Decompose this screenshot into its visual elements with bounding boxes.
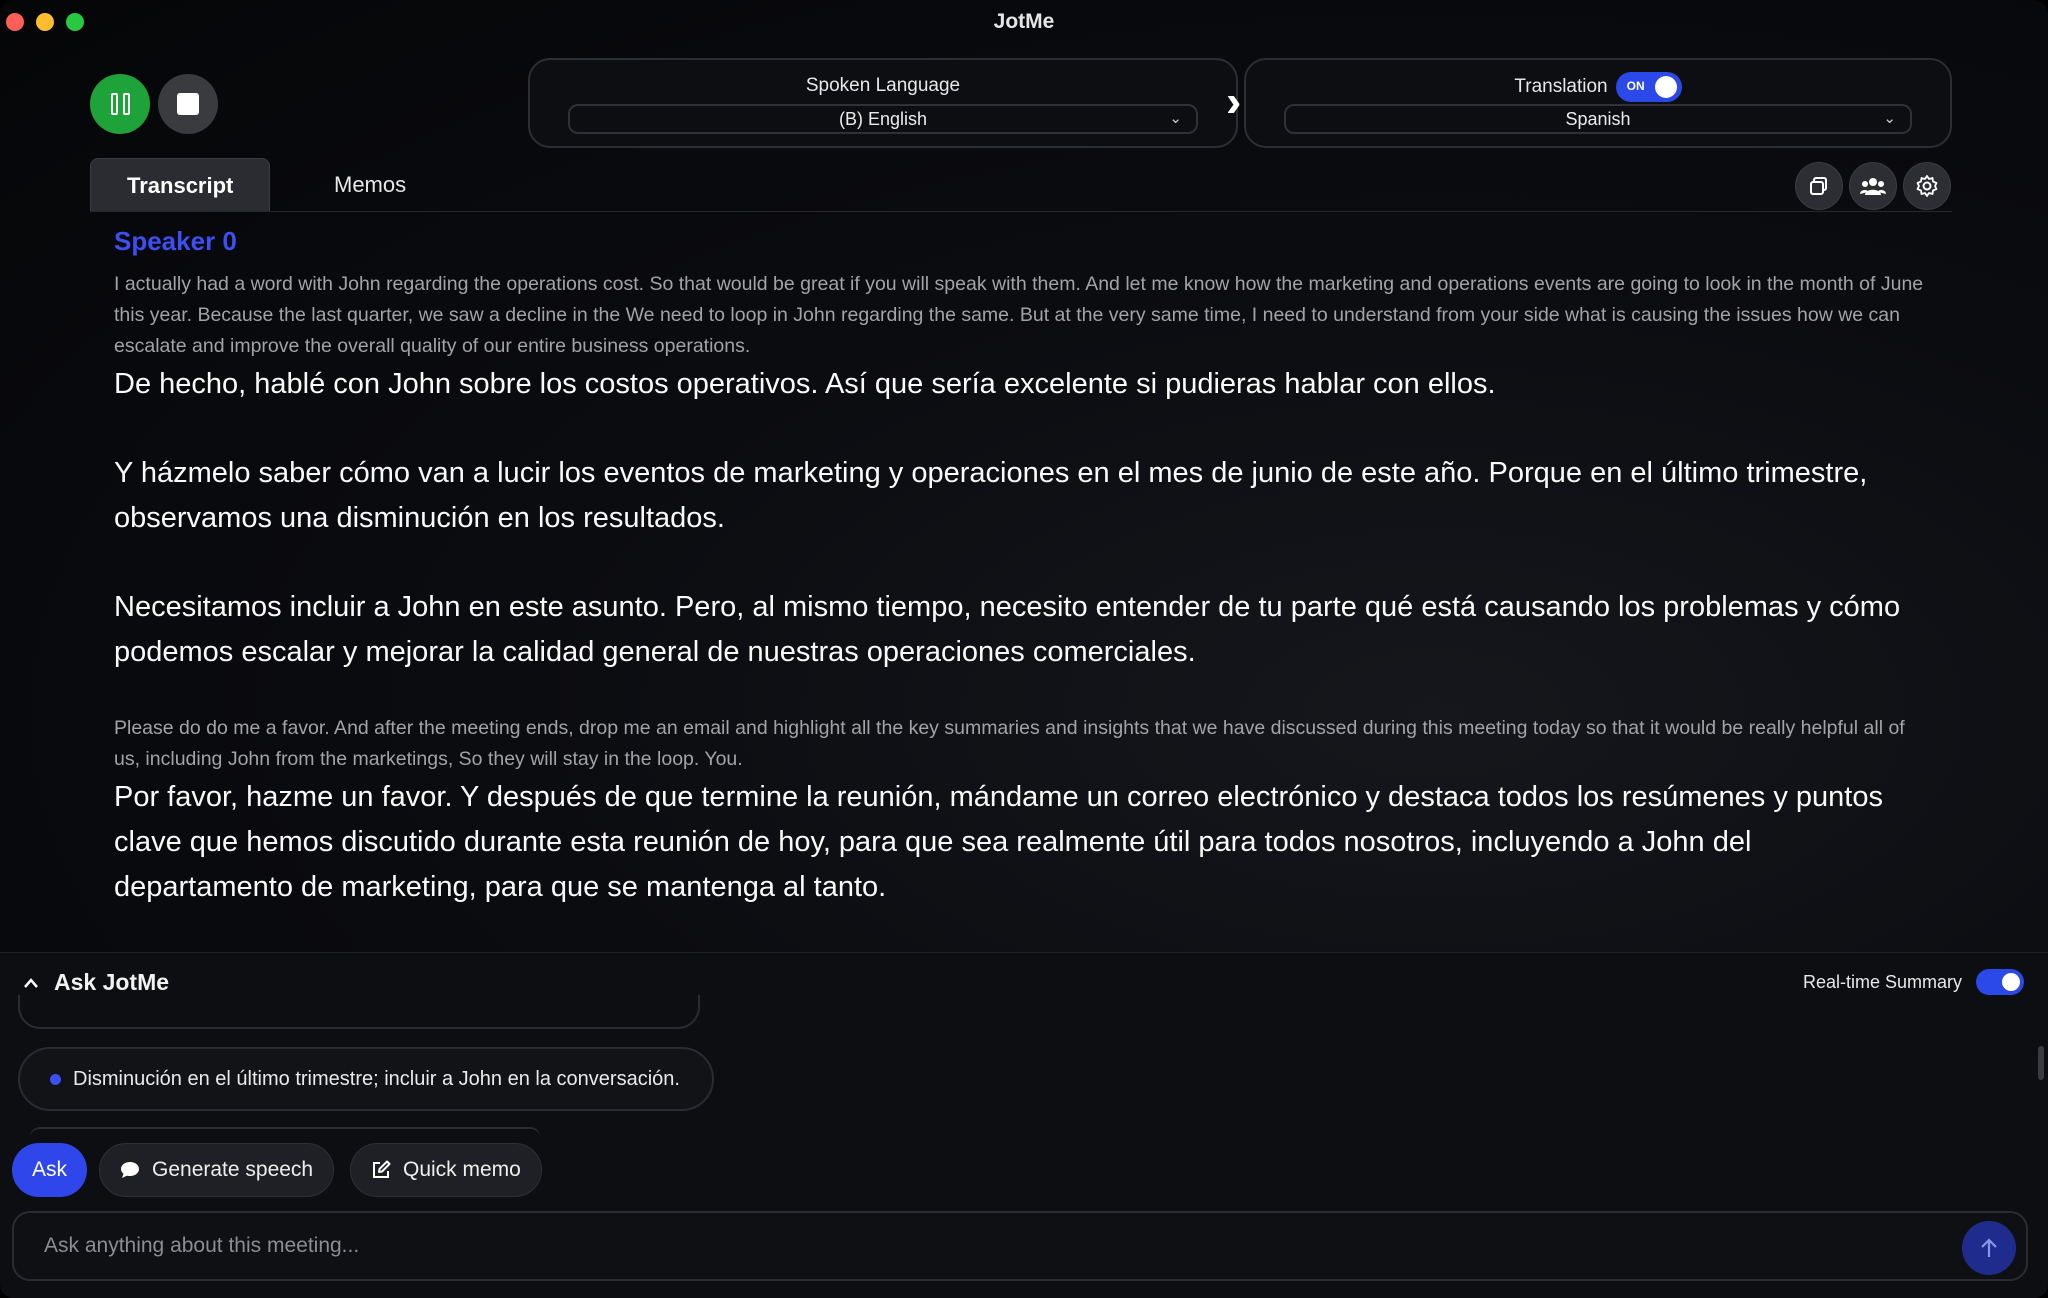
ask-input-container xyxy=(12,1211,2028,1281)
ask-input[interactable] xyxy=(32,1213,1952,1279)
copy-icon xyxy=(1808,175,1830,197)
ask-panel xyxy=(0,952,2048,1298)
ask-panel-title: Ask JotMe xyxy=(54,969,170,995)
original-text: Please do do me a favor. And after the meeting ends, drop me an email and highlight all the key summaries and insights that we have discussed during this meeting today so that it would be really helpful all of us, including John from the marketings, So they will stay in the loop. You. xyxy=(114,717,1905,770)
chevron-down-icon: ⌄ xyxy=(1169,110,1182,127)
generate-speech-button[interactable] xyxy=(99,1143,334,1197)
summary-item[interactable] xyxy=(18,1047,714,1111)
settings-button[interactable] xyxy=(1903,162,1951,210)
arrow-up-icon xyxy=(1979,1237,1999,1259)
pause-button[interactable] xyxy=(90,74,150,134)
translated-text: De hecho, hablé con John sobre los costos operativos. Así que sería excelente si pudieras hablar con ellos. xyxy=(114,368,1496,400)
ask-button[interactable] xyxy=(12,1143,87,1197)
chevron-down-icon: ⌄ xyxy=(1883,110,1896,127)
quick-memo-label: Quick memo xyxy=(403,1158,521,1181)
translation-panel xyxy=(1244,58,1952,148)
gear-icon xyxy=(1915,174,1939,198)
translated-text: Necesitamos incluir a John en este asunto. Pero, al mismo tiempo, necesito entender de tu parte qué está causando los problemas y cómo podemos escalar y mejorar la calidad general de nuestras operaciones comerciales. xyxy=(114,591,1901,668)
spoken-language-label: Spoken Language xyxy=(805,75,961,96)
speakers-button[interactable] xyxy=(1849,162,1897,210)
toggle-on-text: ON xyxy=(1626,79,1645,93)
send-button[interactable] xyxy=(1962,1221,2016,1275)
stop-icon xyxy=(177,93,199,115)
translation-language-value: Spanish xyxy=(1565,109,1631,129)
copy-button[interactable] xyxy=(1795,162,1843,210)
people-icon xyxy=(1860,175,1886,197)
ask-panel-header[interactable] xyxy=(22,969,169,996)
spoken-language-select[interactable] xyxy=(568,104,1198,134)
tab-memos[interactable]: Memos xyxy=(334,172,407,197)
translated-text: Y házmelo saber cómo van a lucir los eventos de marketing y operaciones en el mes de junio de este año. Porque en el último trimestre, observamos una disminución en los resultados. xyxy=(114,457,1868,534)
speaker-label: Speaker 0 xyxy=(114,226,237,256)
tab-divider xyxy=(90,211,1952,212)
quick-memo-button[interactable] xyxy=(350,1143,542,1197)
original-text: I actually had a word with John regarding the operations cost. So that would be great if you will speak with them. And let me know how the marketing and operations events are going to look in the month of June this year. Because the last quarter, we saw a decline in the We need to loop in John regarding the same. But at the very same time, I need to understand from your side what is causing the issues how we can escalate and improve the overall quality of our entire business operations. xyxy=(114,273,1924,357)
translation-label: Translation xyxy=(1514,76,1608,97)
pause-icon xyxy=(111,93,130,115)
spoken-language-value: (B) English xyxy=(838,109,928,129)
transcript-area xyxy=(114,226,1934,910)
translation-language-select[interactable] xyxy=(1284,104,1912,134)
scrollbar-thumb[interactable] xyxy=(2038,1046,2044,1080)
summary-item-partial xyxy=(18,995,700,1029)
summary-item-text: Disminución en el último trimestre; incluir a John en la conversación. xyxy=(73,1067,680,1090)
translated-text: Por favor, hazme un favor. Y después de que termine la reunión, mándame un correo electrónico y destaca todos los resúmenes y puntos clave que hemos discutido durante esta reunión de hoy, para que sea realmente útil para todos nosotros, incluyendo a John del departamento de marketing, para que se mantenga al tanto. xyxy=(114,781,1883,903)
ask-button-label: Ask xyxy=(32,1158,68,1181)
realtime-summary-toggle[interactable] xyxy=(1976,969,2024,995)
toggle-knob xyxy=(1655,76,1677,98)
realtime-summary xyxy=(1803,969,2024,995)
translation-toggle[interactable] xyxy=(1616,72,1682,102)
chevron-up-icon xyxy=(22,977,40,989)
speech-bubble-icon xyxy=(120,1161,140,1179)
stop-button[interactable] xyxy=(158,74,218,134)
generate-speech-label: Generate speech xyxy=(152,1158,314,1181)
edit-icon xyxy=(371,1160,391,1180)
bullet-dot xyxy=(50,1074,61,1085)
summary-item-partial xyxy=(30,1127,540,1137)
realtime-summary-label: Real-time Summary xyxy=(1802,971,1962,992)
double-chevron-right-icon: ›› xyxy=(1226,77,1228,126)
tab-transcript[interactable]: Transcript xyxy=(90,158,270,212)
spoken-language-panel xyxy=(528,58,1238,148)
window-title: JotMe xyxy=(993,10,1055,33)
